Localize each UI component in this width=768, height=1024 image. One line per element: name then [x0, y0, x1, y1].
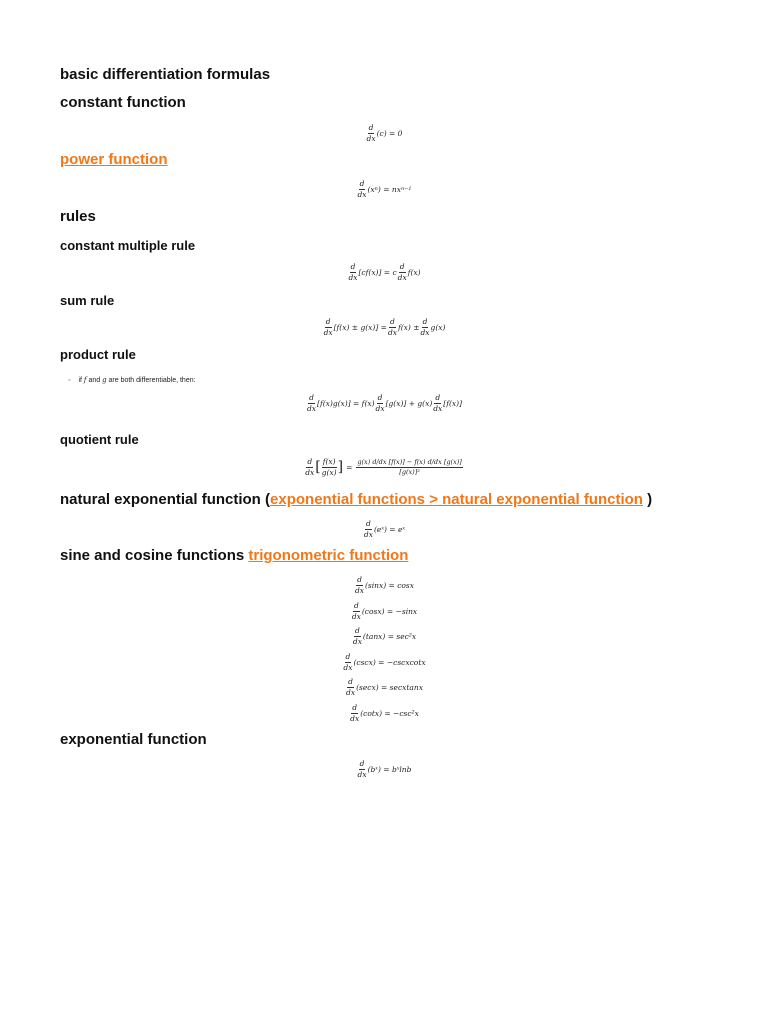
formula-cos: $\frac{d}{dx}$ (cosx) = −sinx — [351, 601, 418, 621]
formula-tan: $\frac{d}{dx}$ (tanx) = sec²x — [352, 626, 417, 646]
formula-csc: $\frac{d}{dx}$ (cscx) = −cscxcotx — [343, 652, 426, 672]
trigonometric-function-link[interactable]: trigonometric function — [248, 547, 409, 564]
formula-sin: $\frac{d}{dx}$ (sinx) = cosx — [354, 575, 415, 595]
heading-natural-exponential: natural exponential function (exponential functions > natural exponential function ) — [60, 491, 653, 508]
heading-rules: rules — [60, 208, 96, 225]
formula-quotient: $\frac{d}{dx}$ [ $\frac{f(x)}{g(x)}$ ] = $\frac{g(x) d/dx [f(x)] - f(x) d/dx [g(x)]}{\text{[g(x)]²}}$ — [305, 457, 462, 477]
derivative-operator: $\frac{d}{dx}$ — [366, 123, 376, 143]
heading-product-rule: product rule — [60, 347, 136, 362]
heading-constant-function: constant function — [60, 94, 186, 111]
derivative-operator: $\frac{d}{dx}$ — [357, 179, 367, 199]
formula-constant: $\frac{d}{dx}$ (c) = 0 — [366, 123, 403, 143]
power-function-link[interactable]: power function — [60, 151, 168, 168]
heading-exponential-function: exponential function — [60, 731, 207, 748]
formula-natural-exponential: $\frac{d}{dx}$ (eˣ) = eˣ — [363, 519, 406, 539]
heading-power-function — [60, 151, 168, 168]
page-title: basic differentiation formulas — [60, 66, 271, 83]
formula-exponential: $\frac{d}{dx}$ (bˣ) = bˣlnb — [357, 759, 412, 779]
formula-power: $\frac{d}{dx}$ (x n ) = nx n−1 — [357, 179, 412, 199]
formula-sum: $\frac{d}{dx}$ [f(x) ± g(x)] = $\frac{d}{dx}$ f(x) ± $\frac{d}{dx}$ g(x) — [323, 317, 446, 337]
product-rule-condition: ◦ if f and g are both differentiable, then: — [68, 376, 196, 384]
natural-exponential-link[interactable]: exponential functions > natural exponential function — [270, 491, 643, 508]
formula-product: $\frac{d}{dx}$ [f(x)g(x)] = f(x) $\frac{d}{dx}$ [g(x)] + g(x) $\frac{d}{dx}$ [f(x)] — [307, 393, 462, 413]
heading-constant-multiple-rule: constant multiple rule — [60, 238, 196, 253]
formula-cot: $\frac{d}{dx}$ (cotx) = −csc²x — [350, 703, 419, 723]
heading-quotient-rule: quotient rule — [60, 432, 139, 447]
formula-constant-multiple: $\frac{d}{dx}$ [cf(x)] = c $\frac{d}{dx}$ f(x) — [348, 262, 421, 282]
formula-sec: $\frac{d}{dx}$ (secx) = secxtanx — [346, 677, 423, 697]
heading-sine-cosine: sine and cosine functions trigonometric function — [60, 547, 409, 564]
heading-sum-rule: sum rule — [60, 293, 115, 308]
